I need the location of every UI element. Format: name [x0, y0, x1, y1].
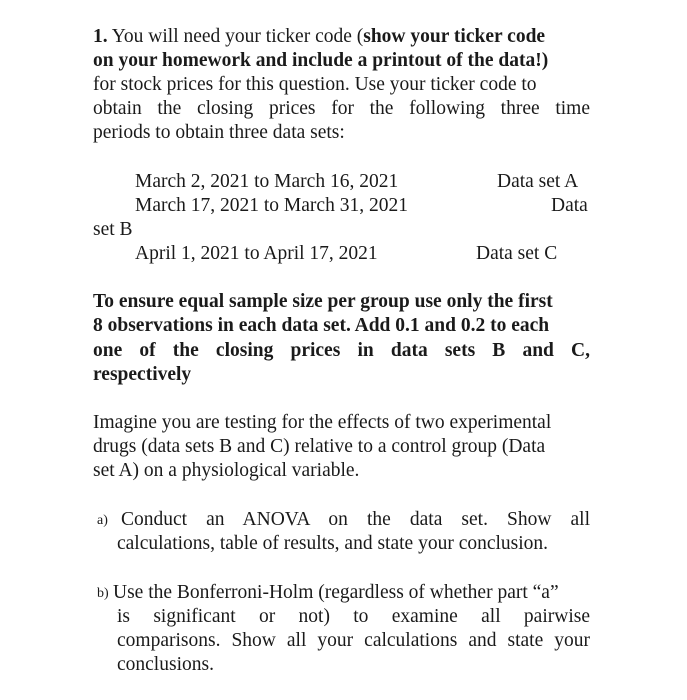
question-line-5: periods to obtain three data sets: — [93, 122, 345, 143]
dataset-a-period: March 2, 2021 to March 16, 2021 — [135, 171, 399, 192]
dataset-a-label: Data set A — [497, 171, 579, 192]
part-b-line-4: conclusions. — [117, 654, 214, 675]
question-number: 1. — [93, 26, 108, 47]
dataset-b-period: March 17, 2021 to March 31, 2021 — [135, 195, 408, 216]
dataset-c-period: April 1, 2021 to April 17, 2021 — [135, 243, 378, 264]
question-line-3: for stock prices for this question. Use your ticker code to — [93, 74, 537, 95]
part-a-line-2: calculations, table of results, and state your conclusion. — [117, 533, 549, 554]
dataset-c-label: Data set C — [476, 243, 558, 264]
part-b-line-2: is significant or not) to examine all pairwise — [117, 606, 590, 627]
question-line-2: on your homework and include a printout of the data!) — [93, 50, 549, 71]
dataset-b-label-1: Data — [551, 195, 588, 216]
instruction-line-4: respectively — [93, 364, 192, 385]
part-b-line-3: comparisons. Show all your calculations and state your — [117, 630, 590, 651]
part-a-line-1: Conduct an ANOVA on the data set. Show all — [121, 509, 590, 530]
dataset-b-label-2: set B — [93, 219, 133, 240]
question-line-1: 1. You will need your ticker code (show your ticker code — [93, 26, 546, 47]
instruction-line-1: To ensure equal sample size per group use only the first — [93, 291, 553, 312]
part-a-label: a) — [97, 513, 108, 528]
context-line-1: Imagine you are testing for the effects of two experimental — [93, 412, 552, 433]
instruction-line-2: 8 observations in each data set. Add 0.1 and 0.2 to each — [93, 315, 550, 336]
part-b-line-1: Use the Bonferroni-Holm (regardless of whether part “a” — [113, 582, 559, 603]
context-line-2: drugs (data sets B and C) relative to a control group (Data — [93, 436, 546, 457]
context-line-3: set A) on a physiological variable. — [93, 460, 360, 481]
instruction-line-3: one of the closing prices in data sets B and C, — [93, 340, 590, 361]
question-line-4: obtain the closing prices for the following three time — [93, 98, 590, 119]
part-b-label: b) — [97, 586, 109, 601]
